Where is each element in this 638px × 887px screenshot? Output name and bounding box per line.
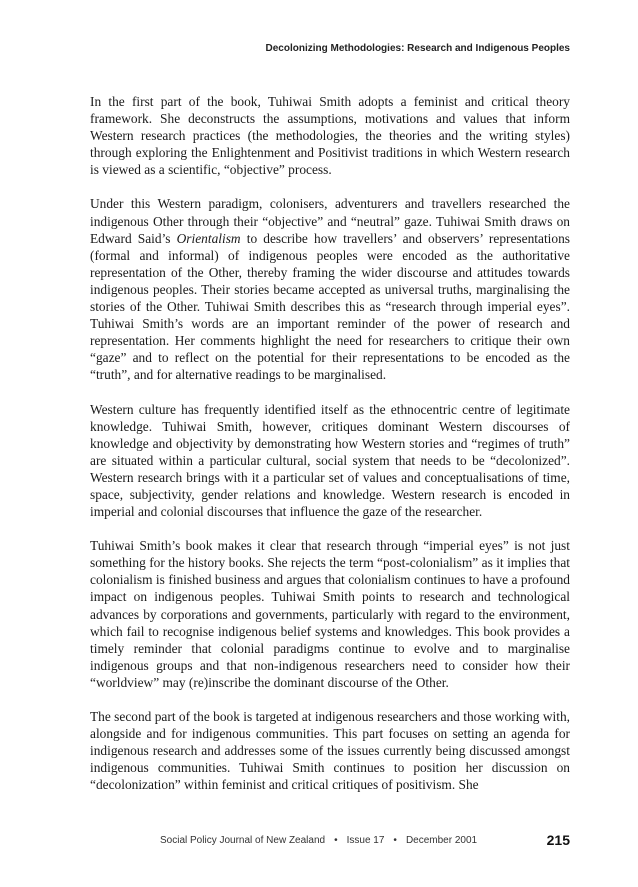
footer-date: December 2001	[405, 835, 478, 846]
paragraph-2-part-1: Under this Western paradigm, colonisers, adventurers and travellers researched the indigenous Other through their “objective” and “neutral” gaze. Tuhiwai Smith draws on Edward Said’s	[90, 196, 570, 246]
paragraph-1: In the first part of the book, Tuhiwai Smith adopts a feminist and critical theory framework. She deconstructs the assumptions, motivations and values that inform Western research practices (the methodologies, the theories and the writing styles) through exploring the Enlightenment and Positivist traditions in which Western research is viewed as a scientific, “objective” process.	[90, 94, 570, 178]
book-title-orientalism: Orientalism	[176, 230, 241, 246]
footer-issue: Issue 17	[346, 835, 385, 846]
footer-separator: •	[334, 835, 338, 846]
paragraph-2-part-2: to describe how travellers’ and observers’ representations (formal and informal) of indigenous peoples were encoded as the authoritative representation of the Other, thereby framing the wider discourse and attitudes towards indigenous peoples. Their stories became accepted as universal truths, marginalising the stories of the Other. Tuhiwai Smith describes this as “research through imperial eyes”. Tuhiwai Smith’s words are an important reminder of the power of research and representation. Her comments highlight the need for researchers to critique their own “gaze” and to reflect on the potential for their representations to be encoded as the “truth”, and for alternative readings to be marginalised.	[90, 230, 570, 383]
page-number: 215	[546, 832, 570, 848]
paragraph-2	[90, 195, 570, 383]
footer-separator: •	[393, 835, 397, 846]
paragraph-3: Western culture has frequently identified itself as the ethnocentric centre of legitimate knowledge. Tuhiwai Smith, however, critiques dominant Western discourses of knowledge and objectivity by demonstrating how Western stories and “regimes of truth” are situated within a particular cultural, social system that needs to be “decolonized”. Western research brings with it a particular set of values and conceptualisations of time, space, subjectivity, gender relations and knowledge. Western research is encoded in imperial and colonial discourses that influence the gaze of the researcher.	[90, 401, 570, 520]
page-footer	[160, 832, 570, 848]
paragraph-4: Tuhiwai Smith’s book makes it clear that research through “imperial eyes” is not just something for the history books. She rejects the term “post-colonialism” as it implies that colonialism is finished business and argues that colonialism continues to have a profound impact on indigenous peoples. Tuhiwai Smith points to research and technological advances by corporations and governments, particularly with regard to the environment, which fail to recognise indigenous belief systems and knowledges. This book provides a timely reminder that colonial paradigms continue to evolve and to marginalise indigenous groups and that non-indigenous researchers need to consider how their “worldview” may (re)inscribe the dominant discourse of the Other.	[90, 538, 570, 690]
running-header: Decolonizing Methodologies: Research and Indigenous Peoples	[265, 43, 570, 54]
article-body	[90, 93, 570, 810]
paragraph-5: The second part of the book is targeted at indigenous researchers and those working with, alongside and for indigenous communities. This part focuses on setting an agenda for indigenous research and addresses some of the issues currently being discussed amongst indigenous communities. Tuhiwai Smith continues to position her discussion on “decolonization” within feminist and critical critiques of positivism. She	[90, 709, 570, 793]
footer-journal-name: Social Policy Journal of New Zealand	[160, 835, 326, 846]
